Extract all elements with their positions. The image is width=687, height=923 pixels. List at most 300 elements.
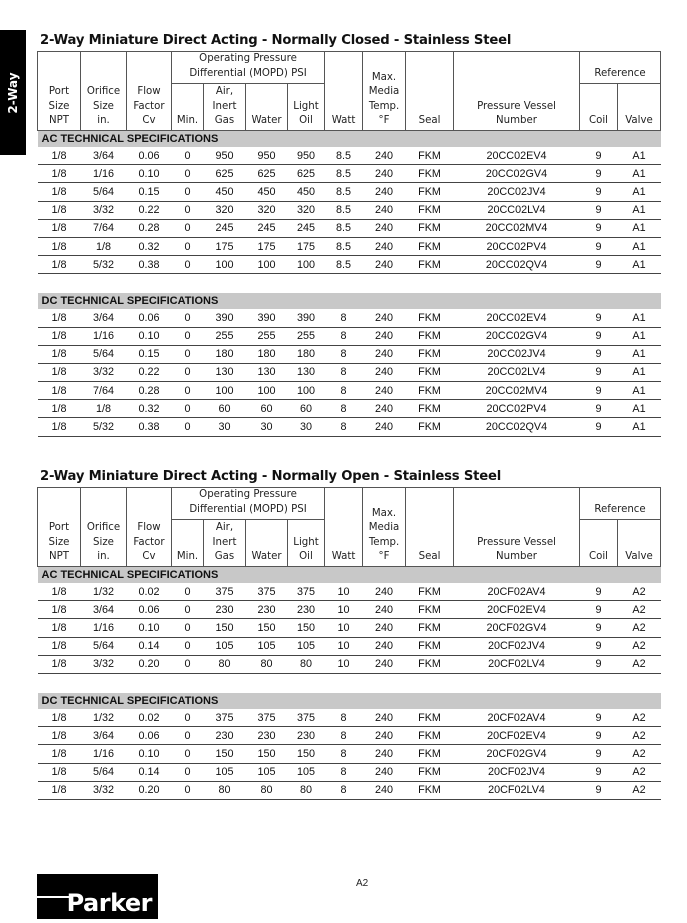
header-line: Orifice — [86, 522, 121, 534]
cell-valve: A1 — [618, 345, 661, 363]
header-line: Inert — [212, 100, 237, 112]
cell-seal: FKM — [406, 583, 454, 601]
cell-temp: 240 — [363, 709, 406, 727]
section-label: AC TECHNICAL SPECIFICATIONS — [38, 567, 661, 584]
cell-flow: 0.32 — [127, 237, 172, 255]
table-row — [38, 147, 661, 165]
cell-coil: 9 — [580, 655, 618, 673]
table-row — [38, 727, 661, 745]
header-line: NPT — [49, 551, 69, 563]
header-line: Max. — [371, 71, 397, 83]
cell-min: 0 — [172, 418, 204, 436]
cell-temp: 240 — [363, 418, 406, 436]
cell-temp: 240 — [363, 219, 406, 237]
header-line: Oil — [299, 115, 313, 127]
cell-valve: A2 — [618, 709, 661, 727]
cell-seal: FKM — [406, 601, 454, 619]
cell-pressure-vessel: 20CF02JV4 — [454, 763, 580, 781]
cell-temp: 240 — [363, 655, 406, 673]
header-watt: Watt — [325, 488, 363, 567]
table-row — [38, 219, 661, 237]
cell-seal: FKM — [406, 745, 454, 763]
cell-temp: 240 — [363, 309, 406, 327]
cell-air: 80 — [204, 781, 246, 799]
header-pressure-vessel — [454, 488, 580, 567]
cell-pressure-vessel: 20CF02EV4 — [454, 727, 580, 745]
cell-water: 625 — [246, 165, 288, 183]
cell-temp: 240 — [363, 763, 406, 781]
cell-valve: A2 — [618, 727, 661, 745]
header-line: Flow — [137, 522, 161, 534]
cell-light-oil: 950 — [288, 147, 325, 165]
cell-water: 130 — [246, 363, 288, 381]
header-max-temp — [363, 488, 406, 567]
cell-light-oil: 180 — [288, 345, 325, 363]
cell-valve: A2 — [618, 583, 661, 601]
cell-orifice: 1/16 — [81, 745, 127, 763]
cell-port: 1/8 — [38, 201, 81, 219]
cell-light-oil: 105 — [288, 763, 325, 781]
cell-air: 180 — [204, 345, 246, 363]
table-row — [38, 327, 661, 345]
cell-seal: FKM — [406, 619, 454, 637]
header-line: Media — [368, 522, 400, 534]
cell-orifice: 1/32 — [81, 583, 127, 601]
cell-port: 1/8 — [38, 309, 81, 327]
cell-coil: 9 — [580, 309, 618, 327]
cell-coil: 9 — [580, 382, 618, 400]
header-water: Water — [246, 520, 288, 567]
cell-pressure-vessel: 20CC02JV4 — [454, 345, 580, 363]
table-2-title: 2-Way Miniature Direct Acting - Normally Open - Stainless Steel — [40, 469, 502, 484]
header-line: Differential (MOPD) PSI — [189, 504, 307, 515]
table-row — [38, 256, 661, 274]
cell-valve: A1 — [618, 309, 661, 327]
cell-watt: 8 — [325, 400, 363, 418]
cell-pressure-vessel: 20CC02QV4 — [454, 418, 580, 436]
spacer-cell — [38, 673, 661, 693]
cell-temp: 240 — [363, 327, 406, 345]
cell-light-oil: 390 — [288, 309, 325, 327]
cell-port: 1/8 — [38, 583, 81, 601]
cell-watt: 8 — [325, 382, 363, 400]
cell-valve: A2 — [618, 745, 661, 763]
header-flow-factor — [127, 52, 172, 131]
header-port — [38, 52, 81, 131]
ac-section — [38, 131, 661, 274]
cell-orifice: 7/64 — [81, 382, 127, 400]
cell-port: 1/8 — [38, 256, 81, 274]
table-row — [38, 400, 661, 418]
parker-logo — [37, 874, 158, 919]
cell-orifice: 3/32 — [81, 201, 127, 219]
cell-watt: 8 — [325, 309, 363, 327]
cell-pressure-vessel: 20CF02AV4 — [454, 709, 580, 727]
cell-min: 0 — [172, 601, 204, 619]
cell-light-oil: 150 — [288, 745, 325, 763]
cell-watt: 10 — [325, 619, 363, 637]
cell-watt: 8.5 — [325, 219, 363, 237]
cell-pressure-vessel: 20CF02EV4 — [454, 601, 580, 619]
header-min: Min. — [172, 520, 204, 567]
cell-flow: 0.32 — [127, 400, 172, 418]
header-line: Air, — [215, 86, 234, 98]
cell-watt: 10 — [325, 601, 363, 619]
cell-min: 0 — [172, 201, 204, 219]
cell-light-oil: 100 — [288, 382, 325, 400]
cell-air: 320 — [204, 201, 246, 219]
header-line: Operating Pressure — [199, 53, 297, 65]
cell-seal: FKM — [406, 727, 454, 745]
section-label: DC TECHNICAL SPECIFICATIONS — [38, 693, 661, 709]
cell-flow: 0.02 — [127, 709, 172, 727]
cell-light-oil: 80 — [288, 781, 325, 799]
header-seal: Seal — [406, 488, 454, 567]
cell-water: 255 — [246, 327, 288, 345]
cell-pressure-vessel: 20CF02GV4 — [454, 745, 580, 763]
cell-port: 1/8 — [38, 619, 81, 637]
cell-light-oil: 255 — [288, 327, 325, 345]
cell-coil: 9 — [580, 727, 618, 745]
cell-orifice: 1/16 — [81, 619, 127, 637]
header-line: Gas — [214, 551, 235, 563]
cell-coil: 9 — [580, 709, 618, 727]
header-line: Factor — [133, 100, 165, 112]
header-line: Pressure Vessel — [477, 536, 556, 548]
cell-flow: 0.06 — [127, 147, 172, 165]
spec-table-normally-closed — [37, 51, 661, 437]
header-line: Port — [48, 86, 70, 98]
cell-light-oil: 105 — [288, 637, 325, 655]
cell-orifice: 1/32 — [81, 709, 127, 727]
cell-air: 255 — [204, 327, 246, 345]
cell-seal: FKM — [406, 400, 454, 418]
cell-port: 1/8 — [38, 781, 81, 799]
cell-pressure-vessel: 20CF02GV4 — [454, 619, 580, 637]
cell-valve: A1 — [618, 418, 661, 436]
cell-port: 1/8 — [38, 147, 81, 165]
cell-air: 100 — [204, 382, 246, 400]
cell-pressure-vessel: 20CC02QV4 — [454, 256, 580, 274]
cell-water: 30 — [246, 418, 288, 436]
cell-flow: 0.38 — [127, 256, 172, 274]
cell-port: 1/8 — [38, 165, 81, 183]
cell-coil: 9 — [580, 583, 618, 601]
cell-light-oil: 130 — [288, 363, 325, 381]
cell-air: 375 — [204, 709, 246, 727]
cell-seal: FKM — [406, 201, 454, 219]
cell-min: 0 — [172, 637, 204, 655]
logo-text: Parker — [66, 889, 152, 917]
cell-flow: 0.14 — [127, 637, 172, 655]
cell-orifice: 3/64 — [81, 727, 127, 745]
cell-seal: FKM — [406, 183, 454, 201]
header-line: in. — [97, 115, 110, 127]
cell-light-oil: 80 — [288, 655, 325, 673]
cell-port: 1/8 — [38, 363, 81, 381]
cell-port: 1/8 — [38, 727, 81, 745]
cell-port: 1/8 — [38, 418, 81, 436]
header-line: Media — [368, 86, 400, 98]
cell-min: 0 — [172, 583, 204, 601]
header-port — [38, 488, 81, 567]
cell-water: 175 — [246, 237, 288, 255]
cell-flow: 0.20 — [127, 781, 172, 799]
header-line: Oil — [299, 551, 313, 563]
cell-seal: FKM — [406, 781, 454, 799]
cell-pressure-vessel: 20CC02EV4 — [454, 147, 580, 165]
section-label: DC TECHNICAL SPECIFICATIONS — [38, 293, 661, 309]
cell-temp: 240 — [363, 147, 406, 165]
cell-watt: 8 — [325, 363, 363, 381]
cell-flow: 0.02 — [127, 583, 172, 601]
header-coil: Coil — [580, 84, 618, 131]
header-line: Cv — [142, 115, 156, 127]
cell-temp: 240 — [363, 345, 406, 363]
cell-min: 0 — [172, 382, 204, 400]
header-line: Differential (MOPD) PSI — [189, 68, 307, 79]
cell-temp: 240 — [363, 256, 406, 274]
cell-min: 0 — [172, 309, 204, 327]
header-line: Light — [293, 100, 319, 112]
cell-water: 105 — [246, 637, 288, 655]
cell-water: 105 — [246, 763, 288, 781]
cell-min: 0 — [172, 781, 204, 799]
cell-temp: 240 — [363, 619, 406, 637]
cell-pressure-vessel: 20CC02EV4 — [454, 309, 580, 327]
cell-port: 1/8 — [38, 183, 81, 201]
cell-port: 1/8 — [38, 709, 81, 727]
cell-air: 175 — [204, 237, 246, 255]
cell-port: 1/8 — [38, 382, 81, 400]
table-1-title: 2-Way Miniature Direct Acting - Normally Closed - Stainless Steel — [40, 33, 512, 48]
header-line: Air, — [215, 522, 234, 534]
header-orifice — [81, 488, 127, 567]
table-row — [38, 709, 661, 727]
cell-port: 1/8 — [38, 219, 81, 237]
cell-light-oil: 245 — [288, 219, 325, 237]
cell-coil: 9 — [580, 763, 618, 781]
cell-watt: 8.5 — [325, 147, 363, 165]
cell-pressure-vessel: 20CC02PV4 — [454, 237, 580, 255]
header-line: Inert — [212, 536, 237, 548]
cell-air: 230 — [204, 727, 246, 745]
cell-orifice: 3/32 — [81, 655, 127, 673]
cell-flow: 0.28 — [127, 382, 172, 400]
header-line: Flow — [137, 86, 161, 98]
cell-watt: 8.5 — [325, 165, 363, 183]
cell-seal: FKM — [406, 637, 454, 655]
cell-watt: 8 — [325, 745, 363, 763]
header-water: Water — [246, 84, 288, 131]
cell-water: 375 — [246, 709, 288, 727]
cell-orifice: 3/64 — [81, 601, 127, 619]
cell-coil: 9 — [580, 201, 618, 219]
cell-min: 0 — [172, 763, 204, 781]
cell-min: 0 — [172, 165, 204, 183]
section-spacer — [38, 274, 661, 294]
cell-temp: 240 — [363, 583, 406, 601]
table-row — [38, 763, 661, 781]
header-line: Operating Pressure — [199, 489, 297, 501]
cell-watt: 8 — [325, 327, 363, 345]
table-row — [38, 418, 661, 436]
cell-valve: A1 — [618, 363, 661, 381]
cell-air: 390 — [204, 309, 246, 327]
table-row — [38, 183, 661, 201]
header-line: Temp. — [368, 536, 400, 548]
cell-seal: FKM — [406, 363, 454, 381]
header-line: Pressure Vessel — [477, 100, 556, 112]
cell-watt: 8 — [325, 781, 363, 799]
cell-orifice: 5/64 — [81, 763, 127, 781]
cell-flow: 0.10 — [127, 327, 172, 345]
cell-flow: 0.15 — [127, 345, 172, 363]
cell-temp: 240 — [363, 363, 406, 381]
cell-watt: 8 — [325, 418, 363, 436]
cell-coil: 9 — [580, 781, 618, 799]
cell-coil: 9 — [580, 745, 618, 763]
cell-air: 100 — [204, 256, 246, 274]
cell-light-oil: 100 — [288, 256, 325, 274]
cell-coil: 9 — [580, 237, 618, 255]
header-seal: Seal — [406, 52, 454, 131]
cell-orifice: 3/64 — [81, 309, 127, 327]
cell-light-oil: 30 — [288, 418, 325, 436]
cell-valve: A1 — [618, 256, 661, 274]
dc-section — [38, 274, 661, 436]
cell-seal: FKM — [406, 655, 454, 673]
cell-pressure-vessel: 20CF02LV4 — [454, 781, 580, 799]
cell-water: 150 — [246, 619, 288, 637]
cell-seal: FKM — [406, 418, 454, 436]
cell-temp: 240 — [363, 382, 406, 400]
cell-min: 0 — [172, 327, 204, 345]
table-row — [38, 165, 661, 183]
header-air-inert-gas — [204, 520, 246, 567]
table-row — [38, 583, 661, 601]
header-line: Port — [48, 522, 70, 534]
cell-orifice: 5/64 — [81, 183, 127, 201]
cell-water: 60 — [246, 400, 288, 418]
cell-seal: FKM — [406, 165, 454, 183]
cell-water: 245 — [246, 219, 288, 237]
header-line: Cv — [142, 551, 156, 563]
spec-table-normally-open — [37, 487, 661, 800]
header-mopd — [172, 52, 325, 84]
cell-seal: FKM — [406, 147, 454, 165]
cell-water: 320 — [246, 201, 288, 219]
cell-orifice: 1/16 — [81, 165, 127, 183]
cell-port: 1/8 — [38, 601, 81, 619]
table-row — [38, 363, 661, 381]
header-line: Size — [93, 100, 114, 112]
cell-coil: 9 — [580, 147, 618, 165]
cell-flow: 0.06 — [127, 727, 172, 745]
cell-valve: A1 — [618, 237, 661, 255]
side-tab-label: 2-Way — [6, 71, 20, 114]
cell-flow: 0.20 — [127, 655, 172, 673]
header-line: Temp. — [368, 100, 400, 112]
cell-pressure-vessel: 20CC02LV4 — [454, 363, 580, 381]
header-coil: Coil — [580, 520, 618, 567]
cell-valve: A1 — [618, 165, 661, 183]
cell-seal: FKM — [406, 709, 454, 727]
cell-port: 1/8 — [38, 763, 81, 781]
cell-port: 1/8 — [38, 237, 81, 255]
cell-watt: 10 — [325, 583, 363, 601]
cell-watt: 10 — [325, 637, 363, 655]
cell-water: 100 — [246, 256, 288, 274]
dc-section — [38, 673, 661, 799]
cell-min: 0 — [172, 400, 204, 418]
header-line: Factor — [133, 536, 165, 548]
header-mopd — [172, 488, 325, 520]
cell-water: 390 — [246, 309, 288, 327]
cell-min: 0 — [172, 183, 204, 201]
cell-air: 60 — [204, 400, 246, 418]
cell-water: 100 — [246, 382, 288, 400]
cell-coil: 9 — [580, 345, 618, 363]
cell-coil: 9 — [580, 637, 618, 655]
cell-light-oil: 230 — [288, 727, 325, 745]
cell-min: 0 — [172, 237, 204, 255]
table-row — [38, 781, 661, 799]
cell-seal: FKM — [406, 382, 454, 400]
cell-light-oil: 450 — [288, 183, 325, 201]
cell-pressure-vessel: 20CC02GV4 — [454, 327, 580, 345]
cell-min: 0 — [172, 709, 204, 727]
cell-air: 450 — [204, 183, 246, 201]
cell-orifice: 5/32 — [81, 418, 127, 436]
header-light-oil — [288, 520, 325, 567]
spacer-cell — [38, 274, 661, 294]
header-line: Size — [93, 536, 114, 548]
header-line: Number — [496, 115, 537, 127]
cell-temp: 240 — [363, 400, 406, 418]
cell-coil: 9 — [580, 165, 618, 183]
cell-watt: 10 — [325, 655, 363, 673]
cell-watt: 8.5 — [325, 237, 363, 255]
cell-light-oil: 230 — [288, 601, 325, 619]
cell-air: 950 — [204, 147, 246, 165]
cell-valve: A2 — [618, 619, 661, 637]
cell-port: 1/8 — [38, 637, 81, 655]
cell-light-oil: 175 — [288, 237, 325, 255]
cell-watt: 8.5 — [325, 201, 363, 219]
header-line: Max. — [371, 507, 397, 519]
cell-flow: 0.10 — [127, 619, 172, 637]
cell-flow: 0.22 — [127, 201, 172, 219]
cell-orifice: 3/32 — [81, 781, 127, 799]
cell-min: 0 — [172, 219, 204, 237]
cell-light-oil: 150 — [288, 619, 325, 637]
cell-flow: 0.15 — [127, 183, 172, 201]
cell-water: 230 — [246, 727, 288, 745]
cell-water: 375 — [246, 583, 288, 601]
cell-min: 0 — [172, 256, 204, 274]
cell-temp: 240 — [363, 183, 406, 201]
ac-section — [38, 567, 661, 674]
cell-temp: 240 — [363, 165, 406, 183]
cell-orifice: 5/32 — [81, 256, 127, 274]
cell-pressure-vessel: 20CC02LV4 — [454, 201, 580, 219]
cell-seal: FKM — [406, 327, 454, 345]
cell-light-oil: 375 — [288, 709, 325, 727]
cell-pressure-vessel: 20CF02LV4 — [454, 655, 580, 673]
cell-seal: FKM — [406, 256, 454, 274]
cell-seal: FKM — [406, 763, 454, 781]
